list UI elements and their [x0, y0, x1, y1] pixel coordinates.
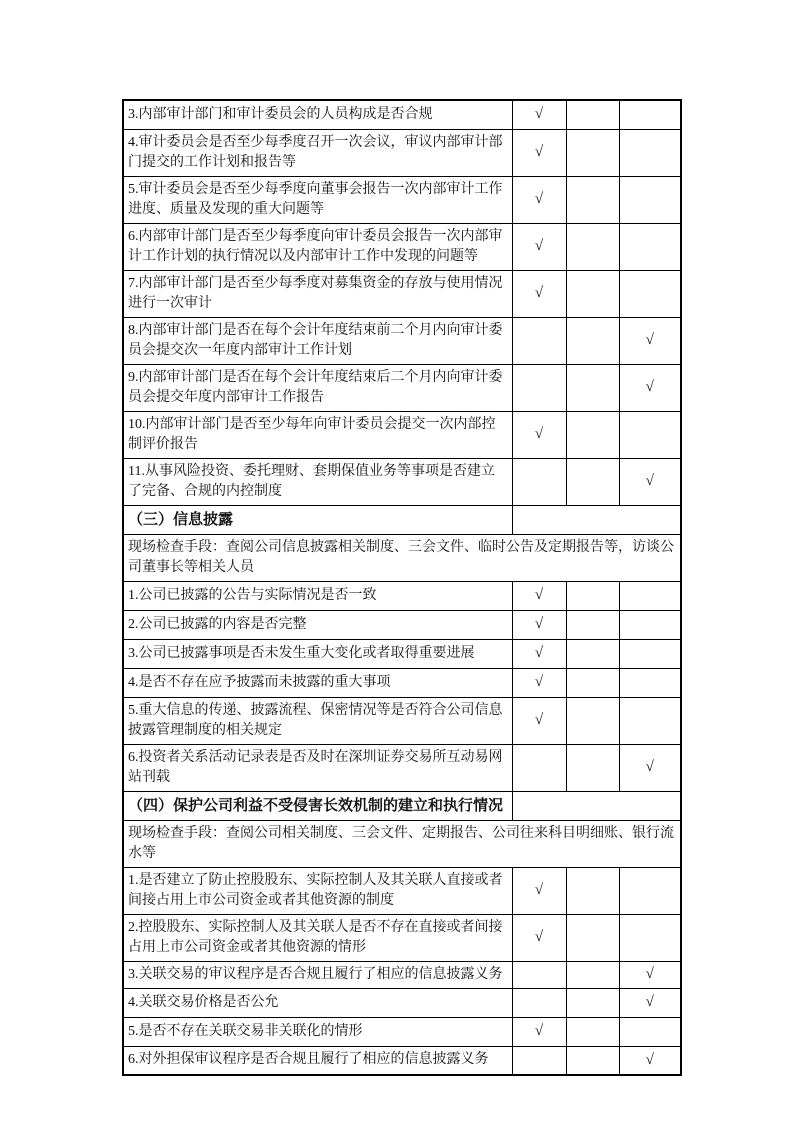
empty-check-cell: [566, 867, 619, 914]
checkmark-cell: √: [619, 744, 681, 791]
item-text-cell: 11.从事风险投资、委托理财、套期保值业务等事项是否建立了完备、合规的内控制度: [123, 458, 512, 505]
empty-check-cell: [619, 914, 681, 961]
empty-check-cell: [619, 668, 681, 697]
empty-check-cell: [619, 270, 681, 317]
empty-check-cell: [566, 914, 619, 961]
inspection-table-body: [123, 100, 681, 1075]
empty-check-cell: [566, 610, 619, 639]
item-text-cell: 4.关联交易价格是否公允: [123, 988, 512, 1017]
empty-check-cell: [566, 961, 619, 988]
checkmark-cell: √: [512, 639, 566, 668]
empty-check-cell: [566, 100, 619, 129]
checkmark-cell: √: [512, 411, 566, 458]
empty-check-cell: [512, 317, 566, 364]
checkmark-cell: √: [512, 129, 566, 176]
empty-check-cell: [619, 697, 681, 744]
empty-check-cell: [619, 1017, 681, 1046]
checklist-item-row: [123, 411, 681, 458]
empty-check-cell: [566, 988, 619, 1017]
checklist-item-row: [123, 697, 681, 744]
checkmark-cell: √: [512, 697, 566, 744]
checklist-item-row: [123, 1017, 681, 1046]
empty-check-cell: [566, 639, 619, 668]
section-empty-cell: [512, 791, 681, 820]
checklist-item-row: [123, 668, 681, 697]
checkmark-cell: √: [512, 867, 566, 914]
checklist-item-row: [123, 581, 681, 610]
item-text-cell: 10.内部审计部门是否至少每年向审计委员会提交一次内部控制评价报告: [123, 411, 512, 458]
checklist-item-row: [123, 961, 681, 988]
empty-check-cell: [619, 223, 681, 270]
empty-check-cell: [566, 270, 619, 317]
checkmark-cell: √: [619, 988, 681, 1017]
item-text-cell: 2.控股股东、实际控制人及其关联人是否不存在直接或者间接占用上市公司资金或者其他资源的情形: [123, 914, 512, 961]
methods-row: [123, 820, 681, 867]
item-text-cell: 2.公司已披露的内容是否完整: [123, 610, 512, 639]
empty-check-cell: [566, 317, 619, 364]
checklist-item-row: [123, 1046, 681, 1075]
checklist-item-row: [123, 223, 681, 270]
item-text-cell: 5.重大信息的传递、披露流程、保密情况等是否符合公司信息披露管理制度的相关规定: [123, 697, 512, 744]
checkmark-cell: √: [512, 914, 566, 961]
item-text-cell: 1.公司已披露的公告与实际情况是否一致: [123, 581, 512, 610]
empty-check-cell: [619, 581, 681, 610]
empty-check-cell: [566, 1046, 619, 1075]
item-text-cell: 3.公司已披露事项是否未发生重大变化或者取得重要进展: [123, 639, 512, 668]
empty-check-cell: [619, 867, 681, 914]
checkmark-cell: √: [512, 581, 566, 610]
checkmark-cell: √: [619, 364, 681, 411]
item-text-cell: 5.审计委员会是否至少每季度向董事会报告一次内部审计工作进度、质量及发现的重大问题等: [123, 176, 512, 223]
checklist-item-row: [123, 914, 681, 961]
methods-text-cell: 现场检查手段：查阅公司信息披露相关制度、三会文件、临时公告及定期报告等，访谈公司董事长等相关人员: [123, 534, 681, 581]
checklist-item-row: [123, 744, 681, 791]
checkmark-cell: √: [512, 270, 566, 317]
checkmark-cell: √: [619, 1046, 681, 1075]
item-text-cell: 7.内部审计部门是否至少每季度对募集资金的存放与使用情况进行一次审计: [123, 270, 512, 317]
checklist-item-row: [123, 867, 681, 914]
methods-row: [123, 534, 681, 581]
empty-check-cell: [566, 364, 619, 411]
checklist-item-row: [123, 129, 681, 176]
item-text-cell: 4.审计委员会是否至少每季度召开一次会议，审议内部审计部门提交的工作计划和报告等: [123, 129, 512, 176]
section-title-cell: （四）保护公司利益不受侵害长效机制的建立和执行情况: [123, 791, 512, 820]
empty-check-cell: [566, 458, 619, 505]
empty-check-cell: [619, 411, 681, 458]
checkmark-cell: √: [619, 317, 681, 364]
empty-check-cell: [566, 223, 619, 270]
checkmark-cell: √: [512, 100, 566, 129]
checklist-item-row: [123, 988, 681, 1017]
empty-check-cell: [619, 176, 681, 223]
item-text-cell: 4.是否不存在应予披露而未披露的重大事项: [123, 668, 512, 697]
item-text-cell: 3.关联交易的审议程序是否合规且履行了相应的信息披露义务: [123, 961, 512, 988]
empty-check-cell: [566, 1017, 619, 1046]
checkmark-cell: √: [619, 961, 681, 988]
checklist-item-row: [123, 458, 681, 505]
checklist-item-row: [123, 176, 681, 223]
checklist-item-row: [123, 610, 681, 639]
empty-check-cell: [512, 961, 566, 988]
item-text-cell: 5.是否不存在关联交易非关联化的情形: [123, 1017, 512, 1046]
empty-check-cell: [566, 697, 619, 744]
checkmark-cell: √: [512, 176, 566, 223]
item-text-cell: 9.内部审计部门是否在每个会计年度结束后二个月内向审计委员会提交年度内部审计工作报告: [123, 364, 512, 411]
item-text-cell: 8.内部审计部门是否在每个会计年度结束前二个月内向审计委员会提交次一年度内部审计工作计划: [123, 317, 512, 364]
empty-check-cell: [512, 364, 566, 411]
checkmark-cell: √: [512, 610, 566, 639]
empty-check-cell: [512, 988, 566, 1017]
checklist-item-row: [123, 270, 681, 317]
inspection-checklist-table: [122, 99, 682, 1076]
checkmark-cell: √: [512, 668, 566, 697]
checklist-item-row: [123, 100, 681, 129]
item-text-cell: 6.投资者关系活动记录表是否及时在深圳证券交易所互动易网站刊载: [123, 744, 512, 791]
empty-check-cell: [566, 411, 619, 458]
empty-check-cell: [512, 458, 566, 505]
section-header-row: [123, 505, 681, 534]
item-text-cell: 6.对外担保审议程序是否合规且履行了相应的信息披露义务: [123, 1046, 512, 1075]
empty-check-cell: [619, 639, 681, 668]
checkmark-cell: √: [512, 223, 566, 270]
checklist-item-row: [123, 364, 681, 411]
item-text-cell: 3.内部审计部门和审计委员会的人员构成是否合规: [123, 100, 512, 129]
empty-check-cell: [566, 581, 619, 610]
section-header-row: [123, 791, 681, 820]
empty-check-cell: [566, 129, 619, 176]
checklist-item-row: [123, 317, 681, 364]
item-text-cell: 6.内部审计部门是否至少每季度向审计委员会报告一次内部审计工作计划的执行情况以及内部审计工作中发现的问题等: [123, 223, 512, 270]
empty-check-cell: [512, 1046, 566, 1075]
empty-check-cell: [566, 668, 619, 697]
section-title-cell: （三）信息披露: [123, 505, 512, 534]
checkmark-cell: √: [619, 458, 681, 505]
checkmark-cell: √: [512, 1017, 566, 1046]
empty-check-cell: [566, 176, 619, 223]
checklist-item-row: [123, 639, 681, 668]
empty-check-cell: [512, 744, 566, 791]
methods-text-cell: 现场检查手段：查阅公司相关制度、三会文件、定期报告、公司往来科目明细账、银行流水等: [123, 820, 681, 867]
empty-check-cell: [619, 610, 681, 639]
empty-check-cell: [566, 744, 619, 791]
section-empty-cell: [512, 505, 681, 534]
empty-check-cell: [619, 100, 681, 129]
empty-check-cell: [619, 129, 681, 176]
item-text-cell: 1.是否建立了防止控股股东、实际控制人及其关联人直接或者间接占用上市公司资金或者其他资源的制度: [123, 867, 512, 914]
